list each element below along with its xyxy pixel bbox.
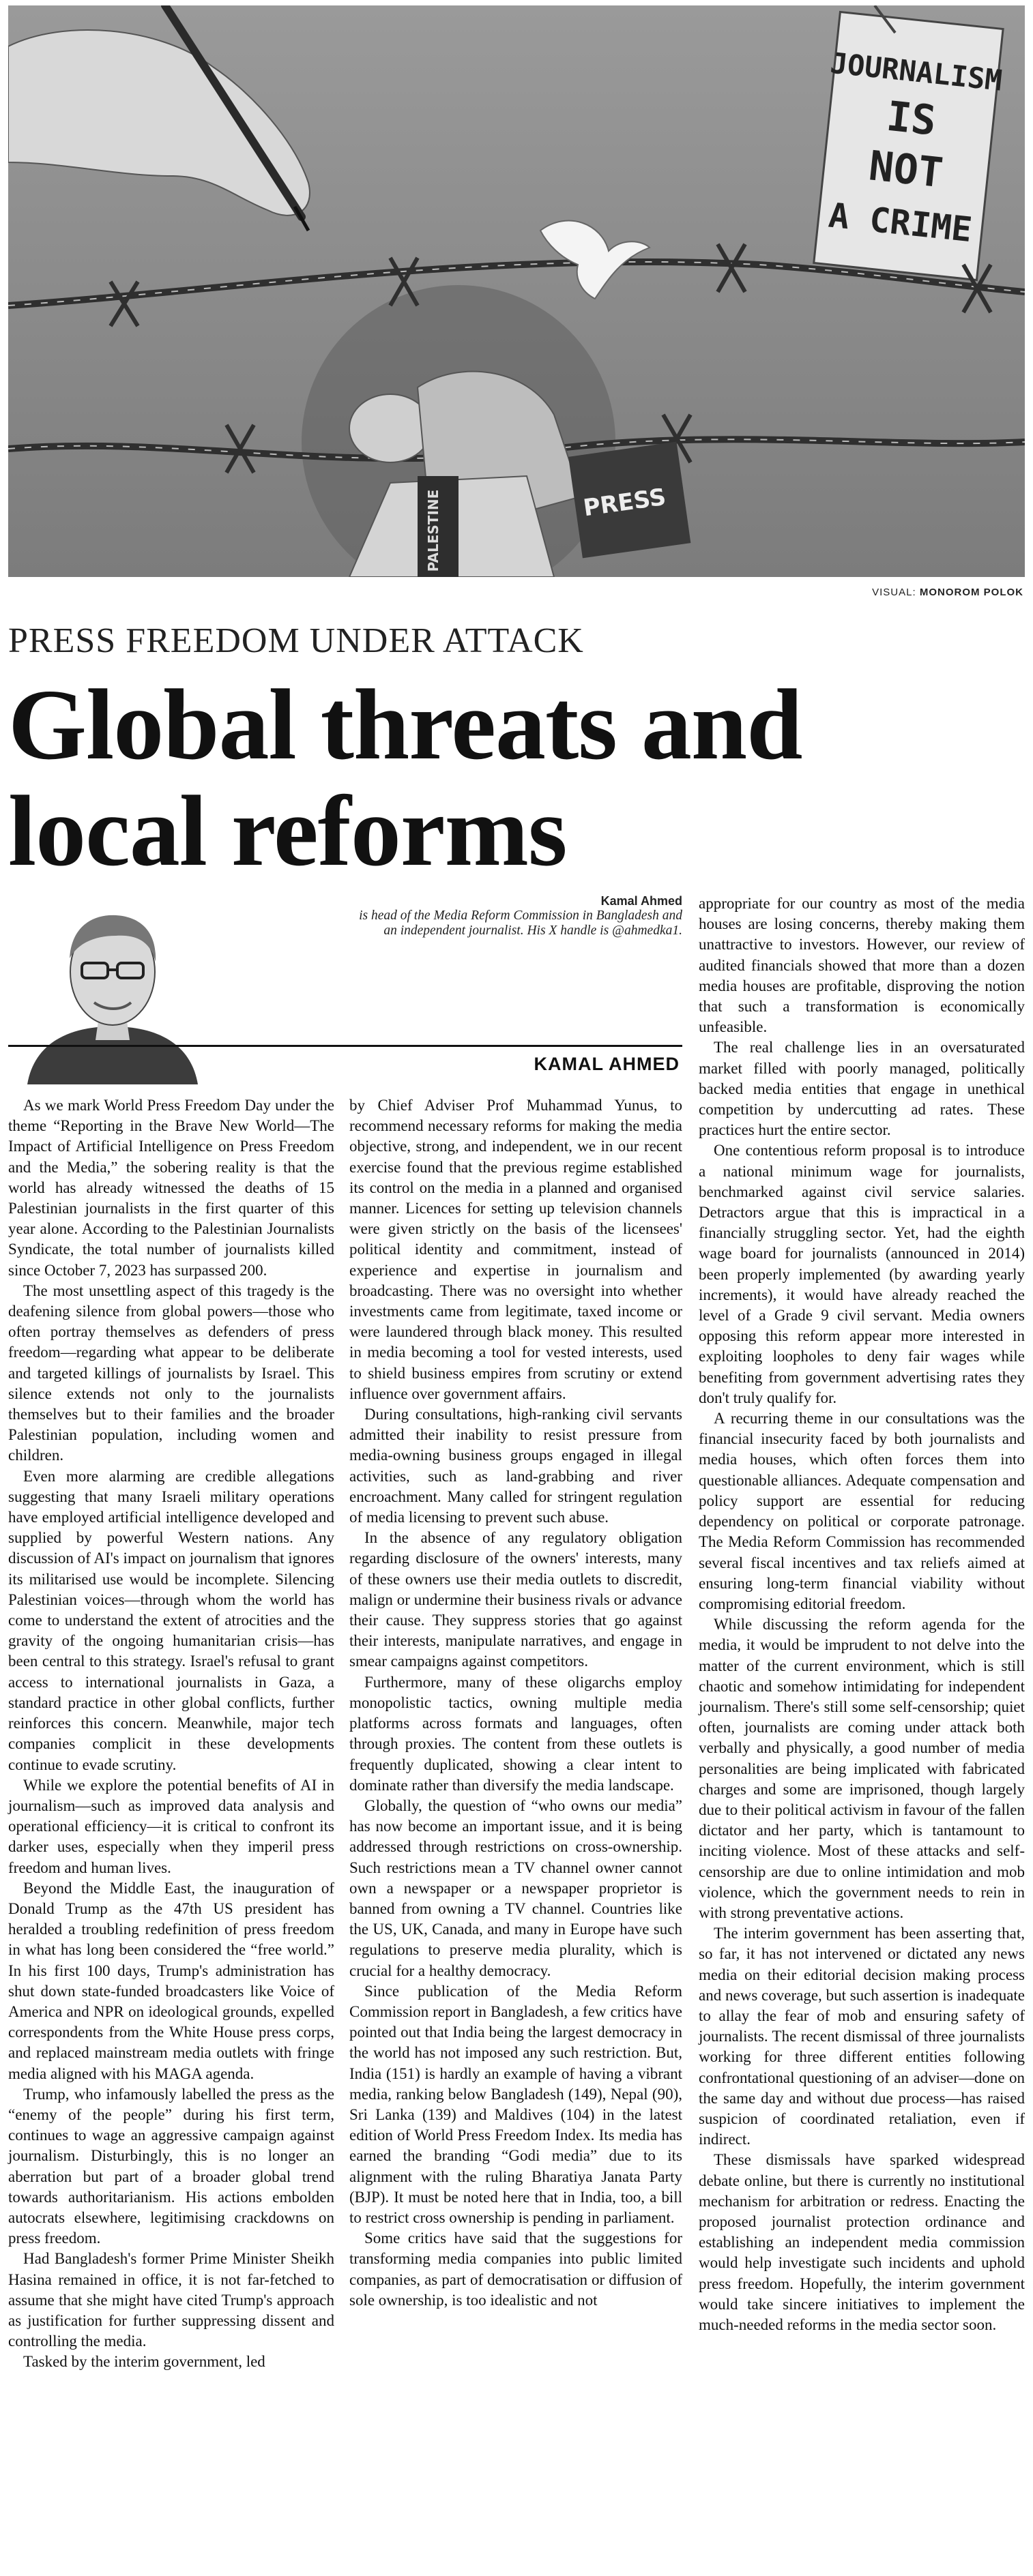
hero-illustration — [8, 5, 1025, 577]
article-column-3 — [699, 893, 1025, 2335]
byline-author: KAMAL AHMED — [534, 1054, 680, 1074]
paragraph: The most unsettling aspect of this tragedy is the deafening silence from global powers—those who often portray themselves as defenders of press freedom—regarding what appear to be deliberate and targeted killings of journalists by Israel. This silence extends not only to the journalists themselves but to their families and the broader Palestinian population, including women and children. — [8, 1282, 334, 1464]
byline — [8, 1045, 682, 1085]
headline — [8, 669, 1025, 887]
bio-name: Kamal Ahmed — [600, 894, 682, 908]
sign-line-3: NOT — [867, 142, 946, 198]
paragraph: Tasked by the interim government, led — [23, 2353, 265, 2371]
paragraph: While discussing the reform agenda for the media, it would be imprudent to not delve into the matter of the current environment, which is still chaotic and somehow intimidating for independent journalism. There's still some self-censorship; quiet often, journalists are coming under attack both verbally and physically, a good number of media personalities are being implicated with fabricated charges and some are imprisoned, though largely due to their political activism in favour of the fallen dictator and her party, which is tantamount to inciting violence. Most of these attacks and self-censorship are due to online intimidation and mob violence, which the government needs to rein in with strong preventative actions. — [699, 1616, 1025, 1921]
author-bio — [355, 893, 682, 938]
headline-line-2: local reforms — [8, 775, 567, 887]
paragraph: by Chief Adviser Prof Muhammad Yunus, to recommend necessary reforms for making the media objective, strong, and independent, we in our recent exercise found that the previous regime established its control on the media in a planned and organised manner. Licences for setting up television channels were given strictly on the basis of the licensees' political identity and commitment, instead of experience and expertise in journalism and broadcasting. There was no oversight into whether investments came from legitimate, taxed income or were laundered through black money. This resulted in media becoming a tool for vested interests, used to shield business empires from scrutiny or extend influence over government affairs. — [349, 1097, 682, 1402]
paragraph: One contentious reform proposal is to introduce a national minimum wage for journalists, benchmarked against civil service salaries. Detractors argue that this is impractical in a financially struggling sector. Yet, had the eighth wage board for journalists (announced in 2014) been properly implemented (by awarding yearly increments), it would have already reached the level of a Grade 9 civil servant. Media owners opposing this reform appear more interested in exploiting loopholes to deny fair wages while benefiting from government advertising rates they don't truly qualify for. — [699, 1142, 1025, 1406]
paragraph: Some critics have said that the suggestions for transforming media companies into public limited companies, as part of democratisation or diffusion of sole ownership, is too idealistic and not — [349, 2230, 682, 2309]
paragraph: Globally, the question of “who owns our media” has now become an important issue, and it is being addressed through restrictions on cross-ownership. Such restrictions mean a TV channel owner cannot own a newspaper or a newspaper proprietor is banned from owning a TV channel. Countries like the US, UK, Canada, and many in Europe have such regulations to preserve media plurality, which is crucial for a healthy democracy. — [349, 1796, 682, 1979]
paragraph: appropriate for our country as most of the media houses are losing concerns, thereby making them unattractive to investors. However, our review of audited financials showed that more than a dozen media houses are profitable, disproving the notion that such a transformation is economically unfeasible. — [699, 895, 1025, 1036]
paragraph: Furthermore, many of these oligarchs employ monopolistic tactics, owning multiple media platforms across formats and languages, often through proxies. The content from these outlets is frequently duplicated, showing a clear intent to dominate rather than diversify the media landscape. — [349, 1673, 682, 1794]
paragraph: Trump, who infamously labelled the press as the “enemy of the people” during his first term, continues to wage an aggressive campaign against journalism. Disturbingly, this is no longer an aberration but part of a broader global trend towards authoritarianism. His actions embolden autocrats elsewhere, legitimising crackdowns on press freedom. — [8, 2085, 334, 2247]
article-column-2 — [349, 1095, 682, 2311]
paragraph: Even more alarming are credible allegations suggesting that many Israeli military operations have employed artificial intelligence developed and supplied by powerful Western nations. Any discussion of AI's impact on journalism that ignores its militarised use would be incomplete. Silencing Palestinian voices—through whom the world has come to understand the extent of atrocities and the gravity of the ongoing humanitarian crisis—has been central to this strategy. Israel's refusal to grant access to international journalists in Gaza, a standard practice in other global conflicts, further reinforces this concern. Meanwhile, major tech companies complicit in these developments continue to evade scrutiny. — [8, 1467, 334, 1773]
headline-line-1: Global threats and — [8, 669, 802, 781]
sign-line-2: IS — [884, 92, 939, 145]
credit-name: MONOROM POLOK — [919, 587, 1023, 598]
paragraph: In the absence of any regulatory obligation regarding disclosure of the owners' interests, many of these owners use their media outlets to discredit, malign or undermine their business rivals or advance their cause. They suppress stories that go against their interests, manipulate narratives, and engage in smear campaigns against competitors. — [349, 1529, 682, 1670]
credit-label: VISUAL: — [872, 587, 916, 598]
paragraph: A recurring theme in our consultations was the financial insecurity faced by both journalists and media houses, which often forces them into questionable alliances. Adequate compensation and policy support are essential for reducing dependency on political or corporate patronage. The Media Reform Commission has recommended several fiscal incentives and tax reliefs aimed at ensuring long-term financial viability without compromising editorial freedom. — [699, 1410, 1025, 1612]
sign-line-1: JOURNALISM — [828, 46, 1004, 98]
paragraph: The real challenge lies in an oversaturated market filled with poorly managed, politically backed media entities that engage in unethical competition by undercutting ad rates. These practices hurt the entire sector. — [699, 1039, 1025, 1139]
hero-svg — [8, 5, 1025, 577]
paragraph: During consultations, high-ranking civil servants admitted their inability to resist pressure from media-owning business groups engaged in illegal activities, such as land-grabbing and river encroachment. Many called for stringent regulation of media licensing to prevent such abuse. — [349, 1406, 682, 1526]
sign-line-4: A CRIME — [826, 195, 974, 250]
paragraph: While we explore the potential benefits of AI in journalism—such as improved data analysis and operational efficiency—it is critical to confront its darker uses, especially when they imperil press freedom and human lives. — [8, 1776, 334, 1876]
kicker: PRESS FREEDOM UNDER ATTACK — [8, 621, 584, 660]
bio-text: is head of the Media Reform Commission in Bangladesh and an independent journalist. His X handle is @ahmedka1. — [359, 908, 682, 938]
paragraph: Since publication of the Media Reform Commission report in Bangladesh, a few critics have pointed out that India being the largest democracy in the world has not imposed any such restriction. But, India (151) is hardly an example of having a vibrant media, ranking below Bangladesh (149), Nepal (90), Sri Lanka (139) and Maldives (104) in the latest edition of World Press Freedom Index. Its media has earned the branding “Godi media” due to its alignment with the ruling Bharatiya Janata Party (BJP). It must be noted here that in India, too, a bill to restrict cross ownership is pending in parliament. — [349, 1982, 682, 2226]
paragraph: Beyond the Middle East, the inauguration of Donald Trump as the 47th US president has heralded a troubling redefinition of press freedom in what has long been considered the “free world.” In his first 100 days, Trump's administration has shut down state-funded broadcasters like Voice of America and NPR on ideological grounds, expelled correspondents from the White House press corps, and replaced mainstream media outlets with fringe media aligned with his MAGA agenda. — [8, 1879, 334, 2082]
paragraph: The interim government has been asserting that, so far, it has not intervened or dictated any news media on their editorial decision making process and news coverage, but such assertion is inadequate to allay the fear of mob and ensuring safety of journalists. The recent dismissal of three journalists working for three different entities following confrontational questioning of an adviser—done on the same day and without due process—has raised suspicion of coordinated retaliation, even if indirect. — [699, 1925, 1025, 2148]
palestine-label: PALESTINE — [425, 489, 441, 572]
article-column-1 — [8, 1095, 334, 2373]
paragraph: As we mark World Press Freedom Day under the theme “Reporting in the Brave New World—The Impact of Artificial Intelligence on Press Freedom and the Media,” the sobering reality is that the world has already witnessed the deaths of 15 Palestinian journalists in the first quarter of this year alone. According to the Palestinian Journalists Syndicate, the total number of journalists killed since October 7, 2023 has surpassed 200. — [8, 1097, 334, 1279]
paragraph: These dismissals have sparked widespread debate online, but there is currently no institutional mechanism for arbitration or redress. Enacting the proposed journalist protection ordinance and establishing an independent media commission would help investigate such incidents and uphold press freedom. Hopefully, the interim government would take sincere initiatives to implement the much-needed reforms in the media sector soon. — [699, 2151, 1025, 2334]
image-credit — [872, 587, 1023, 598]
protest-sign — [809, 12, 1007, 280]
paragraph: Had Bangladesh's former Prime Minister Sheikh Hasina remained in office, it is not far-fetched to assume that she might have cited Trump's approach as justification for further suppressing dissent and controlling the media. — [8, 2250, 334, 2350]
press-vest-label: PRESS — [581, 483, 668, 522]
